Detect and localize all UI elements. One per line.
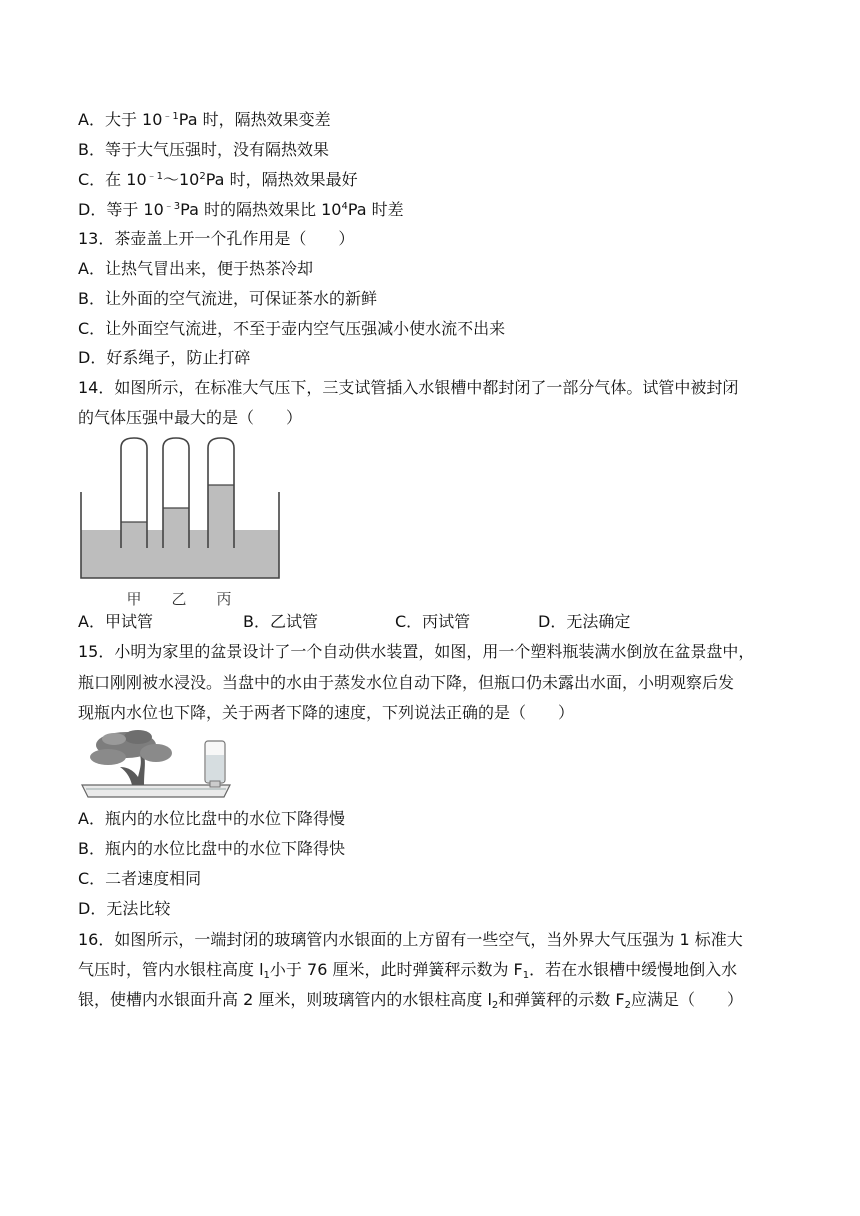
tube-jia-mercury xyxy=(121,522,147,548)
bottle-mouth xyxy=(210,781,220,787)
q14-stem-line-1: 14．如图所示，在标准大气压下，三支试管插入水银槽中都封闭了一部分气体。试管中被封闭 xyxy=(78,378,739,397)
label-bing: 丙 xyxy=(216,590,232,608)
q13-stem: 13．茶壶盖上开一个孔作用是（ ） xyxy=(78,229,355,248)
q16-stem-line-2: 气压时，管内水银柱高度 $l_1$小于 76 厘米，此时弹簧秤示数为 $F_1$．若在水银槽中缓慢地倒入水 xyxy=(78,960,738,981)
q12-option-b[interactable]: B．等于大气压强时，没有隔热效果 xyxy=(78,140,329,159)
q15-option-d[interactable]: D．无法比较 xyxy=(78,899,171,918)
q12-option-a[interactable]: A．大于 $10^{﹣1}Pa$ 时，隔热效果变差 xyxy=(78,110,331,129)
q14-stem-line-2: 的气体压强中最大的是（ ） xyxy=(78,408,303,427)
q15-stem-line-2: 瓶口刚刚被水浸没。当盘中的水由于蒸发水位自动下降，但瓶口仍未露出水面，小明观察后发 xyxy=(78,673,735,692)
label-yi: 乙 xyxy=(171,590,187,608)
q14-option-a[interactable]: A．甲试管 xyxy=(78,612,153,631)
q14-option-c[interactable]: C．丙试管 xyxy=(395,612,471,631)
bottle-water xyxy=(206,755,224,782)
q14-option-d[interactable]: D．无法确定 xyxy=(538,612,631,631)
q13-option-b[interactable]: B．让外面的空气流进，可保证茶水的新鲜 xyxy=(78,289,377,308)
q13-option-d[interactable]: D．好系绳子，防止打碎 xyxy=(78,348,251,367)
bonsai-tray xyxy=(82,785,230,797)
q13-option-a[interactable]: A．让热气冒出来，便于热茶冷却 xyxy=(78,259,313,278)
test-tubes-figure xyxy=(78,432,284,610)
bonsai-water-feeder-figure xyxy=(80,727,232,803)
tube-yi-mercury xyxy=(163,508,189,548)
q15-stem-line-3: 现瓶内水位也下降，关于两者下降的速度，下列说法正确的是（ ） xyxy=(78,703,575,722)
q13-option-c[interactable]: C．让外面空气流进，不至于壶内空气压强减小使水流不出来 xyxy=(78,319,506,338)
q12-option-d[interactable]: D．等于 $10^{﹣3}Pa$ 时的隔热效果比 $10^4Pa$ 时差 xyxy=(78,200,404,219)
q15-option-a[interactable]: A．瓶内的水位比盘中的水位下降得慢 xyxy=(78,809,345,828)
tube-bing-mercury xyxy=(208,485,234,548)
q15-option-c[interactable]: C．二者速度相同 xyxy=(78,869,202,888)
q16-stem-line-1: 16．如图所示，一端封闭的玻璃管内水银面的上方留有一些空气，当外界大气压强为 1 标准大 xyxy=(78,930,743,949)
label-jia: 甲 xyxy=(126,590,142,608)
q15-stem-line-1: 15．小明为家里的盆景设计了一个自动供水装置，如图，用一个塑料瓶装满水倒放在盆景盘中， xyxy=(78,642,755,661)
q12-option-c[interactable]: C．在 $10^{﹣1}\sim 10^2Pa$ 时，隔热效果最好 xyxy=(78,170,358,189)
q14-option-b[interactable]: B．乙试管 xyxy=(243,612,318,631)
q15-option-b[interactable]: B．瓶内的水位比盘中的水位下降得快 xyxy=(78,839,345,858)
q14-options xyxy=(78,611,630,633)
q16-stem-line-3: 银，使槽内水银面升高 2 厘米，则玻璃管内的水银柱高度 $l_2$和弹簧秤的示数 $F_2$应满足（ ） xyxy=(78,990,743,1011)
